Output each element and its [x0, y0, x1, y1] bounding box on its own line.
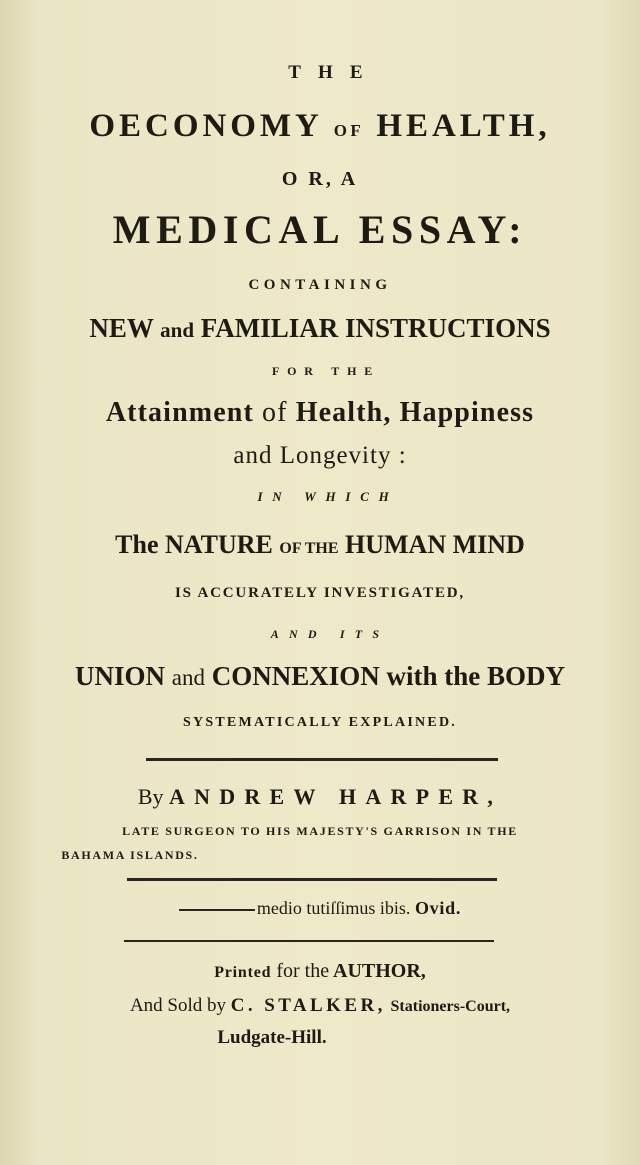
systematically-explained-line: SYSTEMATICALLY EXPLAINED. — [182, 715, 458, 730]
author-title-line-2: BAHAMA ISLANDS. — [61, 848, 199, 862]
union-with-the: and — [171, 665, 205, 690]
or-a-line: O R, A — [281, 168, 359, 190]
motto-text: medio tutiſſimus ibis. — [256, 898, 411, 918]
in-which-line: IN WHICH — [257, 489, 399, 504]
for-the-line: FOR THE — [271, 364, 381, 378]
motto-dash — [179, 909, 255, 911]
printed-for-the: for the — [276, 960, 330, 982]
divider-rule-2 — [127, 878, 497, 881]
author-name: ANDREW HARPER, — [169, 784, 503, 809]
attainment-text: Attainment — [105, 397, 254, 428]
health-happiness-text: Health, Happiness — [295, 397, 535, 428]
nature-part1: The NATURE — [115, 530, 273, 559]
containing-line: CONTAINING — [248, 277, 392, 293]
nfi-part1: NEW — [89, 313, 154, 343]
main-title — [0, 108, 640, 145]
divider-rule-1 — [146, 758, 498, 761]
author-by: By — [137, 784, 164, 809]
nature-part2: HUMAN MIND — [345, 530, 525, 559]
motto-line — [0, 898, 640, 919]
medical-essay-title: MEDICAL ESSAY: — [112, 207, 528, 252]
and-its-line: AND ITS — [270, 627, 390, 641]
new-familiar-instructions — [0, 313, 640, 344]
accurately-investigated-line: IS ACCURATELY INVESTIGATED, — [175, 585, 465, 601]
main-title-part1: OECONOMY — [89, 108, 322, 144]
printed-word: Printed — [214, 964, 272, 981]
sold-by-name: C. STALKER, — [230, 995, 386, 1016]
main-title-of: OF — [333, 121, 365, 140]
printed-author: AUTHOR, — [333, 960, 426, 982]
author-line — [0, 784, 640, 810]
union-part2: CONNEXION with the BODY — [211, 661, 565, 691]
divider-rule-3 — [124, 940, 494, 942]
and-longevity-line: and Longevity : — [233, 442, 407, 469]
ludgate-hill-line: Ludgate-Hill. — [217, 1027, 327, 1048]
nature-of-the: OF THE — [279, 540, 339, 557]
union-part1: UNION — [74, 661, 165, 691]
nfi-and: and — [160, 318, 195, 342]
author-title-line-1: LATE SURGEON TO HIS MAJESTY'S GARRISON IN THE — [122, 824, 518, 838]
the-heading: THE — [288, 62, 380, 83]
sold-by-line — [0, 995, 640, 1017]
sold-by-place: Stationers-Court, — [390, 998, 511, 1015]
attainment-line — [0, 397, 640, 429]
nature-of-mind-line — [0, 530, 640, 560]
main-title-part2: HEALTH, — [376, 108, 551, 144]
sold-by-text: And Sold by — [129, 995, 227, 1016]
motto-source: Ovid. — [414, 898, 462, 918]
union-connexion-line — [0, 661, 640, 692]
nfi-part2: FAMILIAR INSTRUCTIONS — [200, 313, 551, 343]
attainment-of: of — [262, 397, 288, 428]
printed-for-line — [0, 960, 640, 983]
